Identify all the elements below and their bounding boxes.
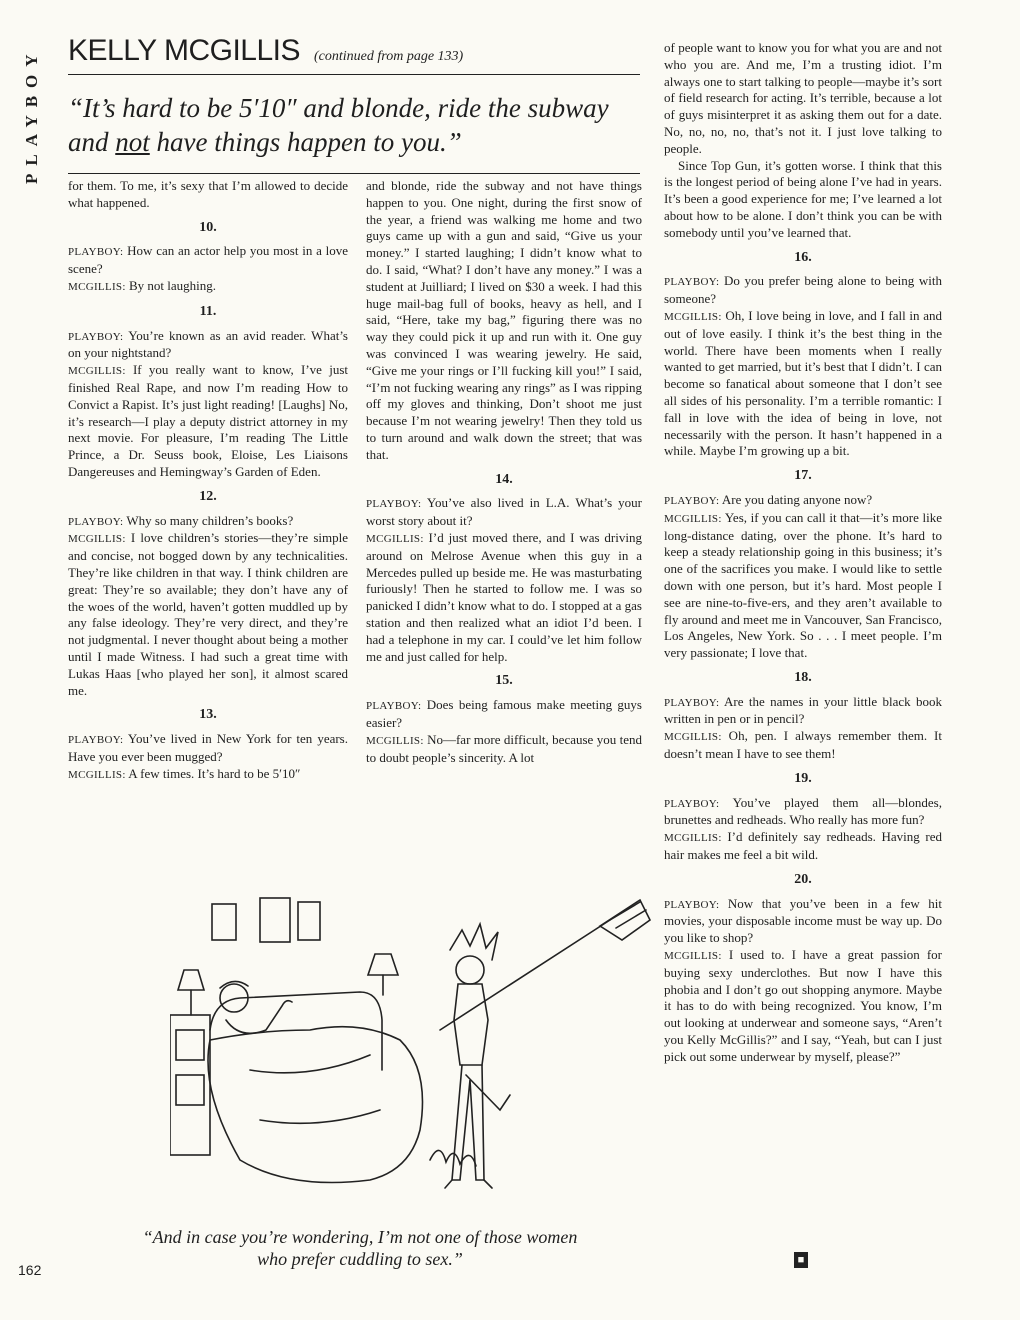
lamp-icon (368, 954, 398, 975)
question (366, 495, 642, 530)
answer-text: I’d just moved there, and I was driving around on Melrose Avenue when this guy in a Mercedes pulled up beside me. He was masturbating furiously! Then he started to follow me. I was so panicked I didn’t know what to do. I stopped at a gas station and then realized what an idiot I’d been. I had a telephone in my car. I could’ve let him follow me and just called for help. (366, 529, 642, 664)
wall-frame-icon (260, 898, 290, 942)
answer-text: A few times. It’s hard to be 5′10″ (125, 765, 301, 781)
header-rule-top (68, 74, 640, 75)
question-number: 12. (199, 488, 217, 504)
question-text: You’ve also lived in L.A. What’s your worst story about it? (366, 495, 642, 529)
answer (68, 362, 348, 481)
woman-head (456, 956, 484, 984)
paragraph: and blonde, ride the subway and not have things happen to you. One night, during the first snow of the year, a friend was walking me home and two guys came up with a gun and said, “Give us your money.” I started laughing; I didn’t know what to do. I said, “What? I don’t have any money.” I was a student at Juilliard; I lived on $30 a week. I had this huge mail-bag full of books, heavy as hell, and I said, “Here, take my bag,” figuring there was no way they could pick it up and run with it. One guy was convinced I was wearing jewelry. He said, “Give me your rings or I’ll fucking kill you!” I said, “I’m not fucking wearing any rings” as I was ripping off my gloves and thinking, Don’t shoot me just because I’m not wearing jewelry! Then they told us to turn around and walk down the street; that was that. (366, 178, 642, 462)
speaker-label: MCGILLIS: (366, 734, 424, 747)
question (68, 513, 348, 531)
question (664, 273, 942, 308)
answer-text: Yes, if you can call it that—it’s more like long-distance dating, over the phone. It’s hard to keep a steady relationship going in this business; it’s one of the sacrifices you make. I would like to settle down with one person, but it’s hard. Most people I see are nine-to-five-ers, and they aren’t available to fly around and meet me in Vancouver, San Francisco, Los Angeles, New York. So . . . I meet people. I’m very passionate; I love that. (664, 509, 942, 661)
answer (68, 278, 348, 296)
question-text: Why so many children’s books? (123, 512, 294, 528)
bed-blanket (208, 1027, 423, 1183)
interviewee-name: KELLY MCGILLIS (68, 34, 301, 67)
speaker-label: PLAYBOY: (366, 498, 422, 511)
header-rule-bottom (68, 173, 640, 174)
question-text: You’re known as an avid reader. What’s on your nightstand? (68, 327, 348, 361)
speaker-label: PLAYBOY: (664, 898, 720, 911)
question-number: 13. (199, 707, 217, 723)
speaker-label: MCGILLIS: (68, 768, 126, 781)
answer-text: Oh, pen. I always remember them. It doesn’t mean I have to see them! (664, 728, 942, 762)
answer (664, 728, 942, 763)
question-text: Now that you’ve been in a few hit movies, your disposable income must be way up. Do you like to shop? (664, 895, 942, 946)
pull-quote (68, 91, 640, 159)
paragraph: for them. To me, it’s sexy that I’m allowed to decide what happened. (68, 178, 348, 210)
column-1 (68, 178, 348, 784)
speaker-label: MCGILLIS: (664, 310, 722, 323)
question-number: 19. (794, 770, 812, 786)
pull-quote-part2: have things happen to you.” (149, 127, 462, 157)
answer (68, 766, 348, 784)
speaker-label: MCGILLIS: (366, 532, 424, 545)
question-number: 14. (495, 471, 513, 487)
speaker-label: MCGILLIS: (664, 950, 722, 963)
speaker-label: PLAYBOY: (68, 330, 124, 343)
speaker-label: PLAYBOY: (68, 246, 124, 259)
answer (366, 732, 642, 767)
answer (664, 947, 942, 1066)
page-number: 162 (18, 1262, 42, 1278)
question (664, 492, 942, 510)
question (664, 694, 942, 729)
answer (664, 308, 942, 460)
question-number: 15. (495, 673, 513, 689)
answer (68, 530, 348, 699)
paragraph: Since Top Gun, it’s gotten worse. I think that this is the longest period of being alone I’ve had in years. It’s been a good experience for me; I’ve learned a lot about how to be alone. I don’t think you can be with somebody until you’ve learned that. (664, 157, 942, 240)
speaker-label: MCGILLIS: (68, 533, 126, 546)
magazine-name-tab: PLAYBOY (22, 46, 41, 184)
answer-text: I’d definitely say redheads. Having red hair makes me feel a bit wild. (664, 829, 942, 863)
headboard (210, 992, 382, 1070)
answer (366, 530, 642, 665)
speaker-label: PLAYBOY: (664, 494, 720, 507)
answer-text: Oh, I love being in love, and I fall in and out of love easily. I think it’s the best thing in the world. There have been moments when I really wanted to get married, but it’s best that I didn’t. I can become so fanatical about someone that I don’t see all sides of his personality. I’m a terrible romantic: I fall in love with the idea of being in love, not necessarily with the person. It hasn’t happened in a while. Maybe I’m growing up a bit. (664, 307, 942, 459)
speaker-label: PLAYBOY: (68, 734, 124, 747)
woman-torso (454, 984, 488, 1065)
question-text: You’ve lived in New York for ten years. Have you ever been mugged? (68, 731, 348, 764)
question-number: 20. (794, 871, 812, 887)
speaker-label: PLAYBOY: (366, 700, 422, 713)
spiky-hair (450, 924, 498, 960)
question-text: Do you prefer being alone to being with someone? (664, 273, 942, 307)
question-text: Are you dating anyone now? (719, 491, 873, 507)
answer (664, 510, 942, 662)
answer-text: I love children’s stories—they’re simple and concise, not bogged down by any technicalities. They’re like children in that way. I think children are great: They’re so available; they don’t have any of the woes of the world, haven’t gotten muddled up by any false ideology. They’re very direct, and they’re not judgmental. I never thought about being a mother until I made Witness. I had such a great time with Lukas Haas [who played her son], it almost scared me. (68, 530, 348, 698)
answer-text: If you really want to know, I’ve just finished Real Rape, and now I’m reading How to Convict a Rapist. It’s just light reading! [Laughs] No, it’s research—I play a deputy district attorney in my next movie. For pleasure, I’m reading The Little Prince, a Dr. Seuss book, Eloise, Les Liaisons Dangereuses and Hemingway’s Garden of Eden. (68, 362, 348, 479)
cartoon-illustration (170, 880, 660, 1210)
speaker-label: PLAYBOY: (68, 515, 124, 528)
question-number: 11. (199, 303, 217, 319)
broom-head (600, 900, 650, 940)
speaker-label: MCGILLIS: (68, 280, 126, 293)
end-mark-icon: ■ (794, 1252, 808, 1268)
question-text: Does being famous make meeting guys easier? (366, 697, 642, 730)
paragraph: of people want to know you for what you are and not who you are. And me, I’m a trusting idiot. I’m always one to start talking to people—maybe it’s sort of field research for acting. It’s terrible, because a lot of guys misinterpret it as asking them out for a date. No, no, no, no, that’s not it. I just love talking to people. (664, 40, 942, 156)
wall-frame-icon (298, 902, 320, 940)
speaker-label: MCGILLIS: (664, 512, 722, 525)
cartoon-caption: “And in case you’re wondering, I’m not one of those women who prefer cuddling to sex.” (142, 1227, 578, 1269)
article-header (68, 34, 640, 174)
woman-legs (452, 1065, 484, 1180)
lamp-icon (178, 970, 204, 990)
question-text: Are the names in your little black book written in pen or in pencil? (664, 693, 942, 727)
answer-text: By not laughing. (125, 277, 216, 293)
speaker-label: MCGILLIS: (664, 832, 722, 845)
speaker-label: MCGILLIS: (68, 365, 126, 378)
speaker-label: MCGILLIS: (664, 731, 722, 744)
column-2 (366, 178, 642, 766)
answer (664, 829, 942, 864)
question (664, 795, 942, 830)
question (664, 896, 942, 947)
question (68, 243, 348, 278)
pull-quote-underlined: not (115, 127, 150, 157)
question (366, 697, 642, 732)
speaker-label: PLAYBOY: (664, 797, 720, 810)
speaker-label: PLAYBOY: (664, 276, 720, 289)
question-number: 16. (794, 249, 812, 265)
question-text: You’ve played them all—blondes, brunettes and redheads. Who really has more fun? (664, 794, 942, 828)
continued-note: (continued from page 133) (314, 49, 464, 64)
speaker-label: PLAYBOY: (664, 696, 720, 709)
pull-quote-part1: “It’s hard to be 5′10″ and blonde, ride the subway and (68, 93, 609, 157)
question-number: 17. (794, 468, 812, 484)
wall-frame-icon (212, 904, 236, 940)
column-3 (664, 40, 942, 1066)
question (68, 328, 348, 363)
question-text: How can an actor help you most in a love scene? (68, 243, 348, 277)
answer-text: No—far more difficult, because you tend to doubt people’s sincerity. A lot (366, 731, 642, 765)
header-title-row (68, 34, 640, 68)
answer-text: I used to. I have a great passion for buying sexy underclothes. But now I have this phobia and I don’t go out shopping anymore. Maybe it has to do with being recognized. You know, I’m out looking at underwear and someone says, “Aren’t you Kelly McGillis?” and I say, “Yeah, but can I just pick out some underwear by myself, please?” (664, 947, 942, 1064)
question (68, 731, 348, 766)
question-number: 18. (794, 669, 812, 685)
question-number: 10. (199, 219, 217, 235)
